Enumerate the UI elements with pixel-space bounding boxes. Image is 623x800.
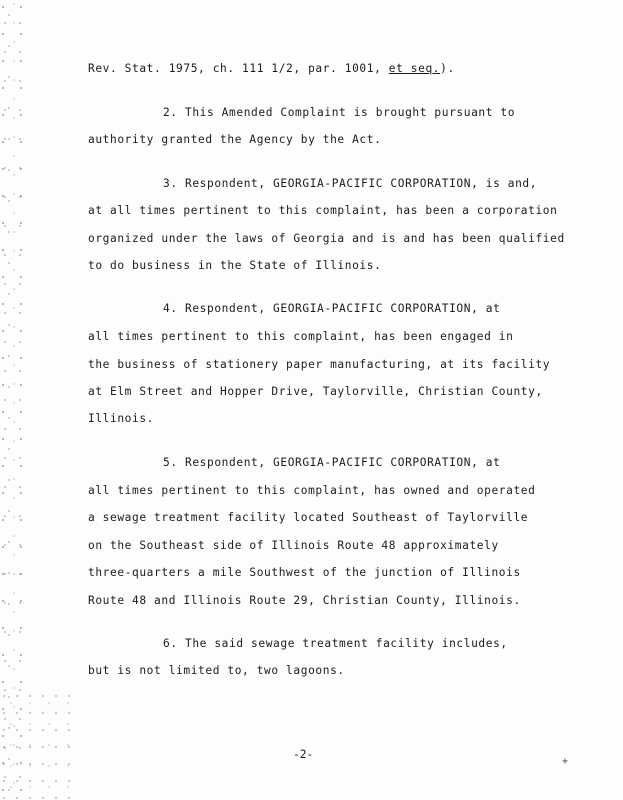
page-number: -2- [293,748,314,761]
scan-edge-noise-bottom [0,690,70,800]
paragraph-5-line-2: all times pertinent to this complaint, has owned and operated [88,484,536,497]
paragraph-4-line-1: 4. Respondent, GEORGIA-PACIFIC CORPORATION, at [163,302,501,315]
corner-mark: + [562,756,569,767]
paragraph-2-line-1: 2. This Amended Complaint is brought pursuant to [163,106,516,119]
paragraph-4-line-5: Illinois. [88,412,155,425]
paragraph-6-line-2: but is not limited to, two lagoons. [88,664,345,677]
citation-close: ). [440,62,455,75]
paragraph-3-line-1: 3. Respondent, GEORGIA-PACIFIC CORPORATION, is and, [163,177,538,190]
paragraph-3-line-4: to do business in the State of Illinois. [88,259,382,272]
paragraph-4-line-2: all times pertinent to this complaint, has been engaged in [88,330,514,343]
paragraph-3-line-3: organized under the laws of Georgia and is and has been qualified [88,232,565,245]
paragraph-5-line-6: Route 48 and Illinois Route 29, Christian County, Illinois. [88,594,521,607]
paragraph-5-line-5: three-quarters a mile Southwest of the junction of Illinois [88,566,521,579]
paragraph-4-line-3: the business of stationery paper manufacturing, at its facility [88,358,551,371]
paragraph-5-line-3: a sewage treatment facility located Southeast of Taylorville [88,511,529,524]
paragraph-5-line-1: 5. Respondent, GEORGIA-PACIFIC CORPORATION, at [163,456,501,469]
citation-text: Rev. Stat. 1975, ch. 111 1/2, par. 1001, [88,62,389,75]
paragraph-4-line-4: at Elm Street and Hopper Drive, Taylorville, Christian County, [88,385,543,398]
scan-edge-noise [0,0,24,800]
paragraph-5-line-4: on the Southeast side of Illinois Route 48 approximately [88,539,499,552]
paragraph-6-line-1: 6. The said sewage treatment facility includes, [163,637,508,650]
paragraph-2-line-2: authority granted the Agency by the Act. [88,133,382,146]
text-line-citation [88,62,455,76]
et-seq-text: et seq. [388,62,441,75]
paragraph-3-line-2: at all times pertinent to this complaint, has been a corporation [88,204,558,217]
